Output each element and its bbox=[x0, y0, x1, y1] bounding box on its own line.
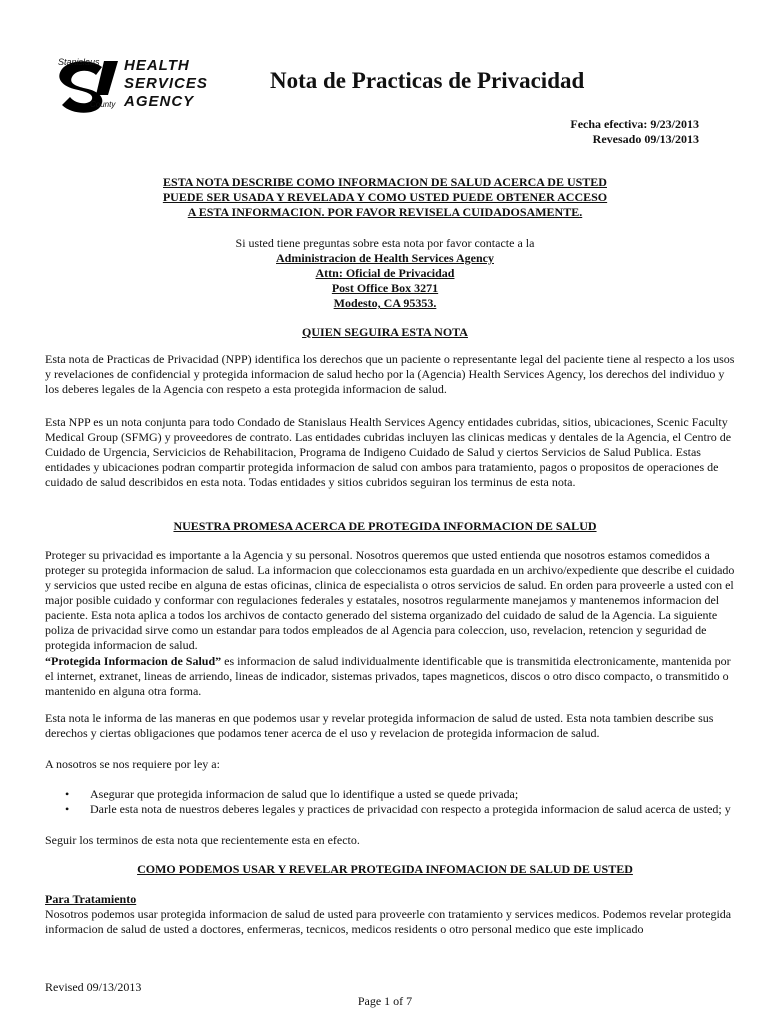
logo-line-agency: AGENCY bbox=[124, 93, 195, 110]
list-item: • Asegurar que protegida informacion de salud que lo identifique a usted se quede privada; bbox=[45, 787, 735, 802]
logo-line-services: SERVICES bbox=[124, 75, 208, 92]
paragraph: Seguir los terminos de esta nota que recientemente esta en efecto. bbox=[45, 833, 360, 847]
contact-block bbox=[0, 236, 770, 311]
section-heading-who: QUIEN SEGUIRA ESTA NOTA bbox=[302, 325, 468, 339]
logo-county-top: Stanislaus bbox=[58, 57, 100, 67]
section-heading-uses: COMO PODEMOS USAR Y REVELAR PROTEGIDA INFOMACION DE SALUD DE USTED bbox=[137, 862, 633, 876]
paragraph: Esta NPP es un nota conjunta para todo Condado de Stanislaus Health Services Agency entidades cubridas, sitios, ubicaciones, Scenic Faculty Medical Group (SFMG) y proveedores de contrato. Las entidades cubridas incluyen las clinicas medicas y dentales de la Agencia, el Centro de Cuidado de Urgencia, Servicicios de Rehabilitacion, Programa de Indigeno Cuidado de Salud y ciertos Servicios de Salud Publica. Estas entidades y ubicaciones podran compartir protegida informacion de salud con ambos para tratamiento, pagos o propositos de operaciones de cuidado de salud describidos en esta nota. Todas entidades y sitios cubridos seguiran los terminus de esta nota. bbox=[45, 415, 732, 489]
intro-heading-line: A ESTA INFORMACION. POR FAVOR REVISELA CUIDADOSAMENTE. bbox=[187, 205, 583, 219]
revised-date: Revesado 09/13/2013 bbox=[592, 132, 699, 146]
list-item: • Darle esta nota de nuestros deberes legales y practices de privacidad con respecto a protegida informacion de salud acerca de usted; y bbox=[45, 802, 735, 817]
logo-county-bottom: County bbox=[90, 100, 116, 109]
paragraph: Esta nota de Practicas de Privacidad (NPP) identifica los derechos que un paciente o representante legal del paciente tiene al respecto a los usos y revelaciones de confidencial y protegida informacion de salud hecho por la (Agencia) Health Services Agency, los derechos del individuo y los deberes legales de la Agencia con respeto a esta protegida informacion de salud. bbox=[45, 352, 735, 396]
logo-line-health: HEALTH bbox=[124, 57, 190, 74]
page-title: Nota de Practicas de Privacidad bbox=[270, 68, 585, 93]
subsection-heading-treatment: Para Tratamiento bbox=[45, 892, 137, 906]
section-heading-promise: NUESTRA PROMESA ACERCA DE PROTEGIDA INFORMACION DE SALUD bbox=[173, 519, 597, 533]
contact-line: Attn: Oficial de Privacidad bbox=[315, 266, 455, 280]
requirements-list bbox=[45, 787, 735, 817]
paragraph: Nosotros podemos usar protegida informacion de salud de usted para proveerle con tratamiento y services medicos. Podemos revelar protegida informacion de salud de usted a doctores, enfermeras, tecnicos, medicos residents o otro personal medico que este implicado bbox=[45, 907, 732, 936]
effective-date: Fecha efectiva: 9/23/2013 bbox=[570, 117, 699, 131]
definition-text: es informacion de salud individualmente identificable que is transmitida electronicamente, mantenida por el internet, extranet, lineas de arriendo, lineas de indicador, sistemas privados, tapes magneticos, discos o otro disco compacto, o transmitido o mantenido en alguna otra forma. bbox=[45, 654, 731, 698]
footer-revised: Revised 09/13/2013 bbox=[45, 980, 142, 994]
logo-wordmark bbox=[124, 57, 208, 111]
contact-lead: Si usted tiene preguntas sobre esta nota por favor contacte a la bbox=[235, 236, 535, 250]
contact-line: Post Office Box 3271 bbox=[331, 281, 439, 295]
intro-heading bbox=[0, 175, 770, 220]
paragraph: Proteger su privacidad es importante a la Agencia y su personal. Nosotros queremos que usted entienda que nosotros estamos comedidos a proteger su protegida informacion de salud. La informacion que coleccionamos esta guardada en un archivo/expediente que describe el cuidado y servicios que usted recibe en alguna de estas oficinas, clinica de especialista o otros servicios de salud. En orden para proveerle a usted con el major posible cuidado y conformar con regulaciones federales y estatales, nosotros regularmente manejamos y mantenemos informacion del paciente. Esta nota aplica a todos los archivos de contacto generado del sistema organizado del cuidado de salud de la Agencia. La siguiente poliza de privacidad sirve como un estandar para todos empleados de al Agencia para coleccion, uso, revelacion, retencion y seguridad de protegida informacion de salud. bbox=[45, 548, 735, 652]
definition-term: “Protegida Informacion de Salud” bbox=[45, 654, 222, 668]
contact-line: Modesto, CA 95353. bbox=[333, 296, 437, 310]
page-number: Page 1 of 7 bbox=[357, 994, 413, 1008]
agency-logo bbox=[50, 55, 215, 115]
paragraph: A nosotros se nos requiere por ley a: bbox=[45, 757, 220, 771]
definition-paragraph bbox=[45, 654, 735, 699]
intro-heading-line: ESTA NOTA DESCRIBE COMO INFORMACION DE SALUD ACERCA DE USTED bbox=[163, 175, 607, 189]
contact-line: Administracion de Health Services Agency bbox=[276, 251, 494, 265]
paragraph: Esta nota le informa de las maneras en que podemos usar y revelar protegida informacion de salud de usted. Esta nota tambien describe sus derechos y ciertas obligaciones que podamos tener acerca de el uso y revelacion de protegida informacion de salud. bbox=[45, 711, 714, 740]
document-dates bbox=[570, 117, 699, 147]
intro-heading-line: PUEDE SER USADA Y REVELADA Y COMO USTED PUEDE OBTENER ACCESO bbox=[162, 190, 608, 204]
